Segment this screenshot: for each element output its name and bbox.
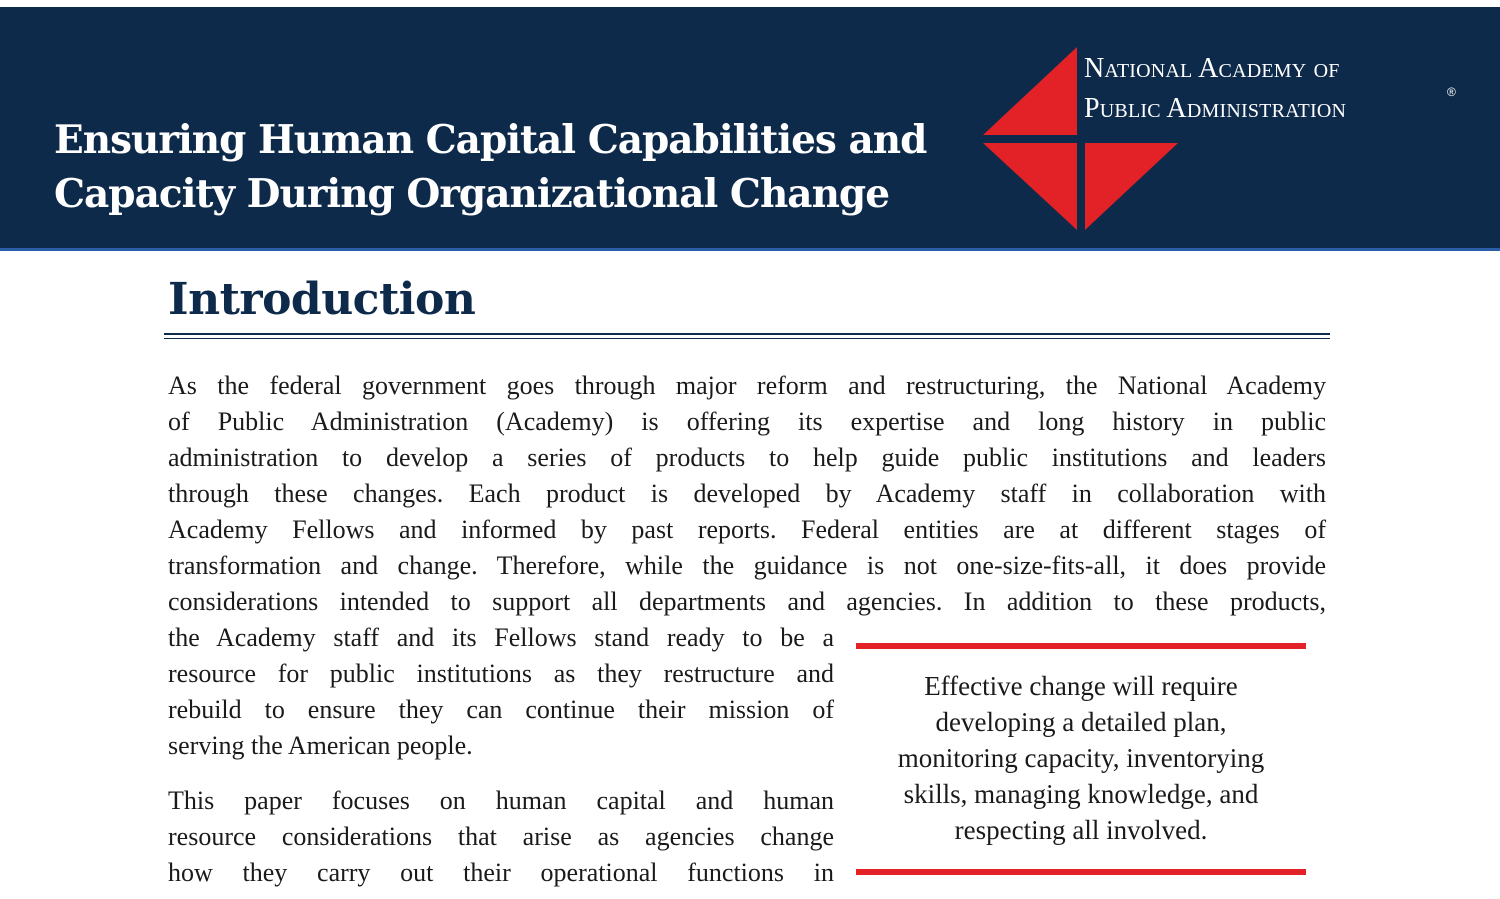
registered-mark: ®	[1447, 85, 1456, 99]
second-paragraph	[168, 783, 834, 891]
pull-quote-line: monitoring capacity, inventorying	[897, 743, 1265, 773]
intro-paragraph-continued	[168, 620, 834, 764]
intro-paragraph	[168, 368, 1326, 620]
intro-line: As the federal government goes through major reform and restructuring, the National Academy	[168, 371, 1326, 400]
org-name-line-1: National Academy of	[1084, 53, 1340, 84]
intro-line: the Academy staff and its Fellows stand ready to be a	[168, 623, 834, 652]
para2-line: how they carry out their operational functions in	[168, 858, 834, 887]
pull-quote-line: skills, managing knowledge, and	[903, 779, 1259, 809]
title-line-2: Capacity During Organizational Change	[54, 171, 890, 217]
document-title	[54, 113, 984, 221]
pull-quote	[856, 668, 1306, 848]
intro-line: rebuild to ensure they can continue their mission of	[168, 695, 834, 724]
pull-quote-bottom-rule	[856, 869, 1306, 875]
top-strip	[0, 0, 1500, 7]
org-name-line-2: Public Administration	[1084, 93, 1347, 124]
heading-rule-thick	[164, 333, 1330, 335]
logo-top-left-triangle	[983, 47, 1077, 135]
pull-quote-line: Effective change will require	[924, 671, 1238, 701]
intro-line: transformation and change. Therefore, while the guidance is not one-size-fits-all, it does provide	[168, 551, 1326, 580]
logo-bottom-right-triangle	[1085, 143, 1178, 230]
intro-line: administration to develop a series of products to help guide public institutions and leaders	[168, 443, 1326, 472]
intro-line: of Public Administration (Academy) is offering its expertise and long history in public	[168, 407, 1326, 436]
logo-bottom-left-triangle	[983, 143, 1077, 230]
para2-line: This paper focuses on human capital and human	[168, 786, 834, 815]
header-banner	[0, 7, 1500, 251]
pull-quote-line: respecting all involved.	[954, 815, 1208, 845]
intro-line: Academy Fellows and informed by past reports. Federal entities are at different stages of	[168, 515, 1326, 544]
heading-rule-thin	[164, 338, 1330, 339]
pull-quote-top-rule	[856, 643, 1306, 649]
intro-line: serving the American people.	[168, 731, 473, 760]
intro-line: considerations intended to support all departments and agencies. In addition to these products,	[168, 587, 1326, 616]
para2-line: resource considerations that arise as agencies change	[168, 822, 834, 851]
pull-quote-line: developing a detailed plan,	[935, 707, 1227, 737]
intro-line: resource for public institutions as they restructure and	[168, 659, 834, 688]
intro-line: through these changes. Each product is developed by Academy staff in collaboration with	[168, 479, 1326, 508]
title-line-1: Ensuring Human Capital Capabilities and	[54, 117, 927, 163]
section-heading: Introduction	[168, 274, 476, 325]
organization-name	[1084, 49, 1484, 129]
